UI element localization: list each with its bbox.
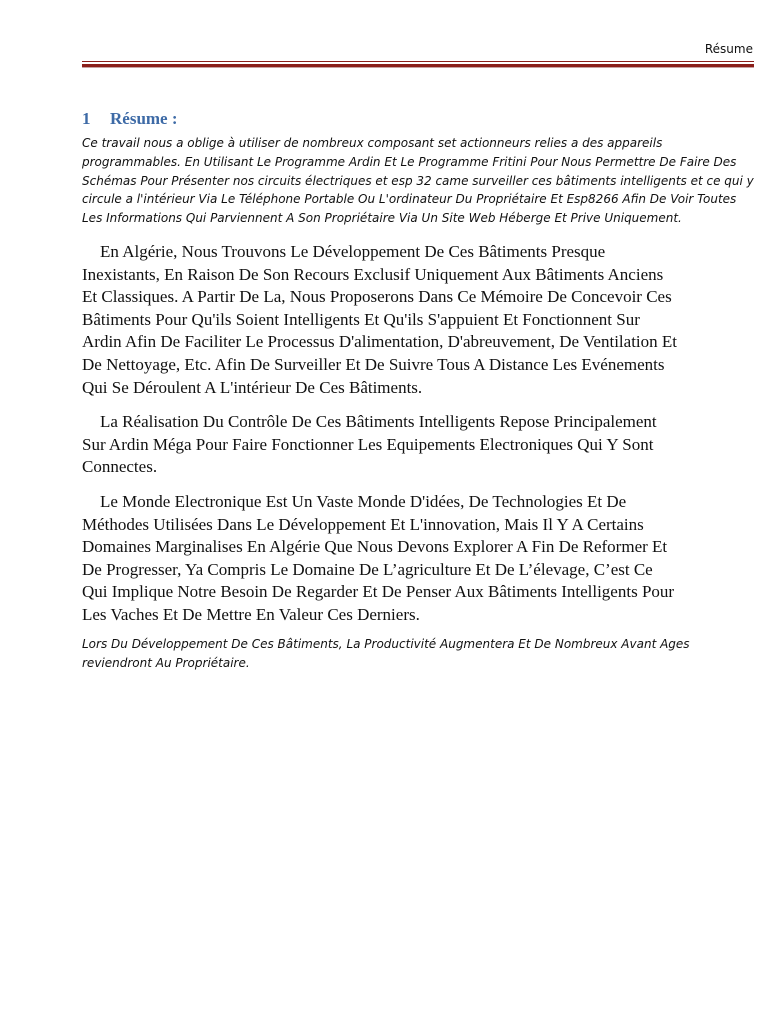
section-title: Résume : — [110, 109, 178, 128]
body-paragraph-2: La Réalisation Du Contrôle De Ces Bâtiments Intelligents Repose Principalement Sur Ardin Méga Pour Faire Fonctionner Les Equipements Electroniques Qui Y Sont Connectes. — [82, 412, 657, 477]
running-header: Résume — [704, 42, 753, 56]
section-number: 1 — [82, 109, 91, 128]
header-rule-thin — [82, 61, 754, 62]
body-paragraph-1: En Algérie, Nous Trouvons Le Développement De Ces Bâtiments Presque Inexistants, En Raison De Son Recours Exclusif Uniquement Aux Bâtiments Anciens Et Classiques. A Partir De La, Nous Proposerons Dans Ce Mémoire De Concevoir Ces Bâtiments Pour Qu'ils Soient Intelligents Et Qu'ils S'appuient Et Fonctionnent Sur Ardin Afin De Faciliter Le Processus D'alimentation, D'abreuvement, De Ventilation Et De Nettoyage, Etc. Afin De Surveiller Et De Suivre Tous A Distance Les Evénements Qui Se Déroulent A L'intérieur De Ces Bâtiments. — [82, 241, 677, 397]
header-rule-shadow — [82, 67, 754, 68]
page-content — [82, 108, 754, 673]
section-heading — [82, 108, 754, 130]
intro-paragraph: Ce travail nous a oblige à utiliser de nombreux composant set actionneurs relies a des appareils programmables. En Utilisant Le Programme Ardin Et Le Programme Fritini Pour Nous Permettre De Faire Des Schémas Pour Présenter nos circuits électriques et esp 32 came surveiller ces bâtiments intelligents et ce qui y circule a l'intérieur Via Le Téléphone Portable Ou L'ordinateur Du Propriétaire Et Esp8266 Afin De Voir Toutes Les Informations Qui Parviennent A Son Propriétaire Via Un Site Web Héberge Et Prive Uniquement. — [82, 136, 754, 226]
body-paragraph-3: Le Monde Electronique Est Un Vaste Monde D'idées, De Technologies Et De Méthodes Utilisées Dans Le Développement Et L'innovation, Mais Il Y A Certains Domaines Marginalises En Algérie Que Nous Devons Explorer A Fin De Reformer Et De Progresser, Ya Compris Le Domaine De L’agriculture Et De L’élevage, C’est Ce Qui Implique Notre Besoin De Regarder Et De Penser Aux Bâtiments Intelligents Pour Les Vaches Et De Mettre En Valeur Ces Derniers. — [82, 491, 675, 624]
closing-paragraph: Lors Du Développement De Ces Bâtiments, La Productivité Augmentera Et De Nombreux Avant Ages reviendront Au Propriétaire. — [82, 637, 690, 671]
